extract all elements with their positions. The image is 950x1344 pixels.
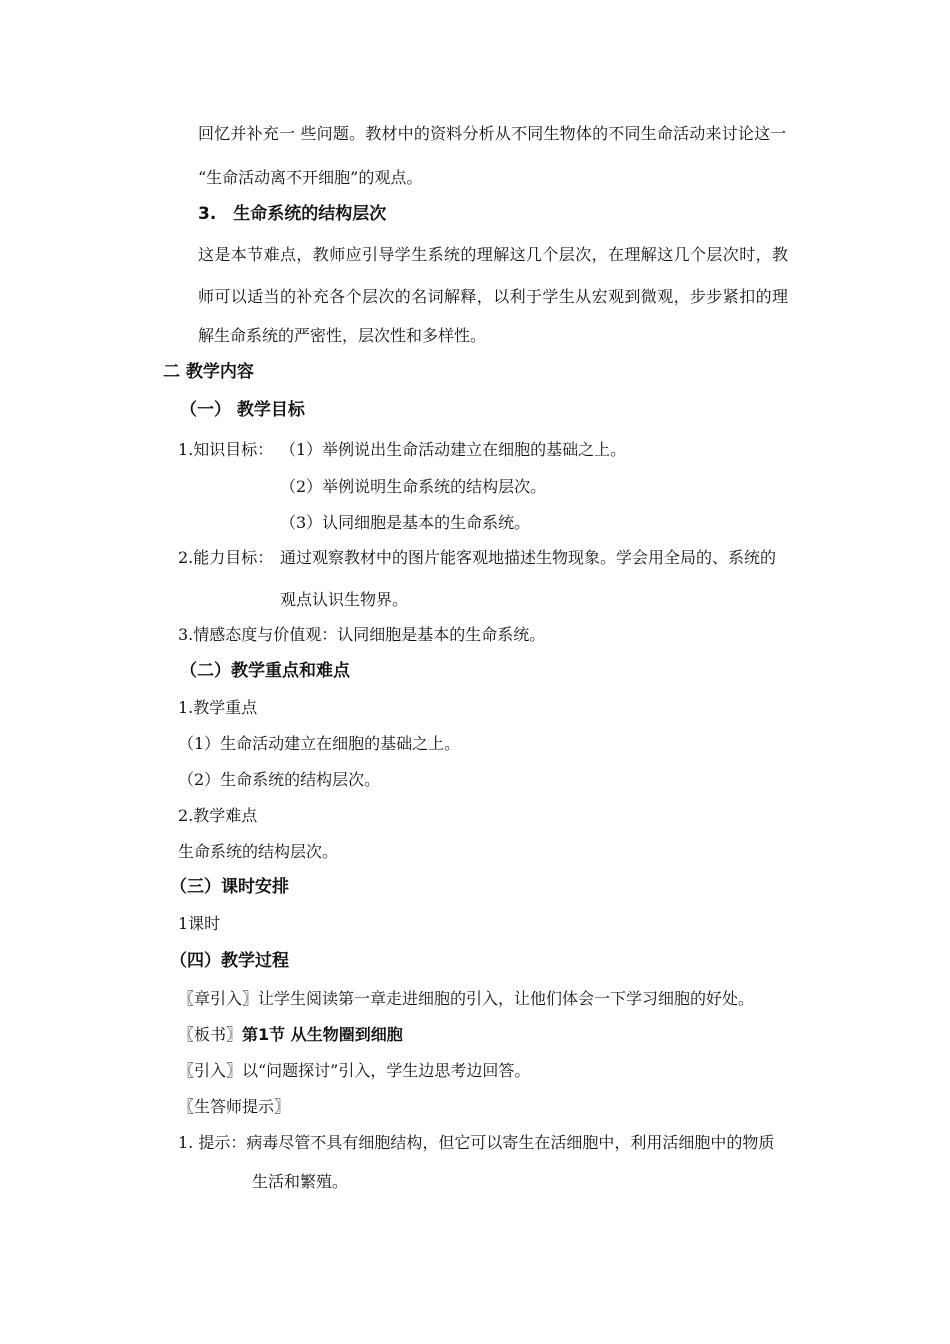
focus-item-1: （1）生命活动建立在细胞的基础之上。 bbox=[178, 734, 461, 753]
section-3-para-3: 解生命系统的严密性，层次性和多样性。 bbox=[198, 326, 487, 345]
key-points-heading: （二）教学重点和难点 bbox=[180, 661, 350, 681]
board-line bbox=[178, 1025, 403, 1045]
ability-goal-label: 2.能力目标： bbox=[178, 548, 274, 567]
ability-goal-2: 观点认识生物界。 bbox=[280, 590, 409, 609]
knowledge-goal-label: 1.知识目标： bbox=[178, 440, 274, 459]
section-3-para-2: 师可以适当的补充各个层次的名词解释，以利于学生从宏观到微观，步步紧扣的理 bbox=[198, 287, 789, 306]
difficulty-item-1: 生命系统的结构层次。 bbox=[178, 842, 339, 861]
chapter-intro: 〖章引入〗让学生阅读第一章走进细胞的引入，让他们体会一下学习细胞的好处。 bbox=[178, 989, 755, 1008]
ability-goal-1: 通过观察教材中的图片能客观地描述生物现象。学会用全局的、系统的 bbox=[280, 548, 777, 567]
section-3-heading: 3. 生命系统的结构层次 bbox=[198, 204, 387, 224]
board-title: 第1节 从生物圈到细胞 bbox=[242, 1025, 403, 1044]
hint-1-line-2: 生活和繁殖。 bbox=[252, 1172, 349, 1191]
focus-item-2: （2）生命系统的结构层次。 bbox=[178, 770, 381, 789]
knowledge-goal-2: （2）举例说明生命系统的结构层次。 bbox=[280, 477, 547, 496]
part-2-heading: 二 教学内容 bbox=[163, 362, 254, 382]
intro-line-1: 回忆并补充一 些问题。教材中的资料分析从不同生物体的不同生命活动来讨论这一 bbox=[198, 124, 787, 143]
knowledge-goal-1: （1）举例说出生命活动建立在细胞的基础之上。 bbox=[280, 440, 627, 459]
section-3-para-1: 这是本节难点，教师应引导学生系统的理解这几个层次，在理解这几个层次时，教 bbox=[198, 245, 789, 264]
board-label: 〖板书〗 bbox=[178, 1025, 243, 1044]
goals-heading: （一） 教学目标 bbox=[180, 400, 305, 420]
schedule-heading: （三）课时安排 bbox=[170, 877, 289, 897]
knowledge-goal-3: （3）认同细胞是基本的生命系统。 bbox=[280, 513, 531, 532]
hint-label: 〖生答师提示〗 bbox=[178, 1097, 291, 1116]
lesson-intro: 〖引入〗以“问题探讨”引入，学生边思考边回答。 bbox=[178, 1061, 531, 1080]
schedule-value: 1课时 bbox=[178, 914, 221, 933]
emotion-goal: 3.情感态度与价值观：认同细胞是基本的生命系统。 bbox=[178, 625, 546, 644]
intro-line-2: “生命活动离不开细胞”的观点。 bbox=[198, 168, 423, 187]
hint-1-line-1: 1. 提示：病毒尽管不具有细胞结构，但它可以寄生在活细胞中，利用活细胞中的物质 bbox=[178, 1133, 775, 1152]
focus-label: 1.教学重点 bbox=[178, 698, 258, 717]
process-heading: （四）教学过程 bbox=[170, 951, 289, 971]
difficulty-label: 2.教学难点 bbox=[178, 806, 258, 825]
